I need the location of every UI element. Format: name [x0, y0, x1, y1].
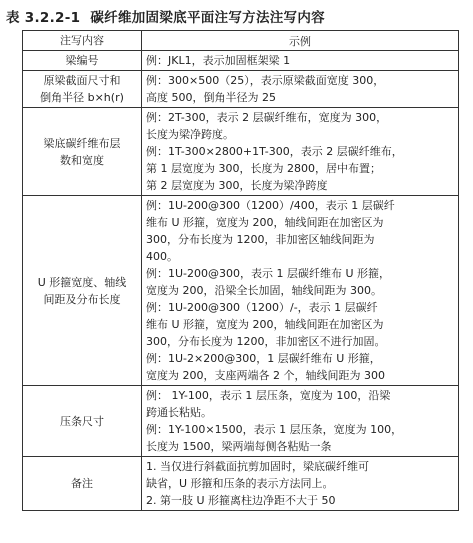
row-label	[23, 108, 142, 196]
row-label	[23, 51, 142, 71]
row-example-line: 2. 第一肢 U 形箍离柱边净距不大于 50	[146, 494, 336, 507]
row-example-line: 维布 U 形箍，宽度为 200，轴线间距在加密区为	[146, 216, 384, 229]
row-example-line: 高度 500，倒角半径为 25	[146, 91, 276, 104]
row-example-line: 例：2T-300，表示 2 层碳纤维布，宽度为 300，	[146, 111, 388, 124]
row-label-line: 备注	[71, 477, 93, 490]
row-label-line: 数和宽度	[60, 153, 104, 167]
row-example-line: 缺省，U 形箍和压条的表示方法同上。	[146, 477, 334, 490]
row-example	[142, 108, 459, 196]
row-label	[23, 457, 142, 511]
row-example-line: 跨通长粘贴。	[146, 406, 212, 419]
row-example	[142, 196, 459, 386]
row-label-line: 间距及分布长度	[43, 292, 121, 306]
row-label	[23, 386, 142, 457]
row-label-line: U 形箍宽度、轴线	[37, 275, 127, 289]
table-row	[23, 196, 459, 386]
row-example-line: 宽度为 200，支座两端各 2 个，轴线间距为 300	[146, 369, 385, 382]
row-example-line: 300，分布长度为 1200，非加密区轴线间距为	[146, 233, 375, 246]
row-example-line: 维布 U 形箍，宽度为 200，轴线间距在加密区为	[146, 318, 384, 331]
row-example-line: 第 2 层宽度为 300，长度为梁净跨度	[146, 179, 328, 192]
caption-number: 表 3.2.2-1	[6, 10, 81, 26]
row-example-line: 例： 1Y-100，表示 1 层压条，宽度为 100，沿梁	[146, 389, 391, 402]
row-example-line: 400。	[146, 250, 178, 263]
table-row	[23, 51, 459, 71]
row-example	[142, 386, 459, 457]
row-example-line: 1. 当仅进行斜截面抗剪加固时，梁底碳纤维可	[146, 460, 369, 473]
row-example-line: 长度为梁净跨度。	[146, 128, 234, 141]
row-label-line: 梁底碳纤维布层	[43, 136, 121, 150]
row-example-line: 例：1U-200@300（1200）/-，表示 1 层碳纤	[146, 301, 378, 314]
row-example-line: 例：1T-300×2800+1T-300，表示 2 层碳纤维布，	[146, 145, 403, 158]
row-example-line: 例：1U-200@300，表示 1 层碳纤维布 U 形箍，	[146, 267, 391, 280]
row-example-line: 第 1 层宽度为 300，长度为 2800，居中布置；	[146, 162, 381, 175]
row-example-line: 例：300×500（25），表示原梁截面宽度 300，	[146, 74, 385, 87]
row-label	[23, 196, 142, 386]
row-example	[142, 51, 459, 71]
row-example	[142, 457, 459, 511]
row-label-line: 倒角半径 b×h(r)	[40, 91, 124, 104]
row-example	[142, 71, 459, 108]
table-caption	[6, 6, 325, 26]
caption-title: 碳纤维加固梁底平面注写方法注写内容	[90, 10, 325, 26]
header-content: 注写内容	[23, 31, 142, 51]
row-example-line: 例：JKL1，表示加固框架梁 1	[146, 54, 291, 67]
row-label-line: 压条尺寸	[60, 414, 104, 428]
row-label-line: 原梁截面尺寸和	[43, 74, 121, 87]
row-example-line: 300，分布长度为 1200，非加密区不进行加固。	[146, 335, 386, 348]
row-label	[23, 71, 142, 108]
header-row	[23, 31, 459, 51]
table-row	[23, 108, 459, 196]
header-example: 示例	[142, 31, 459, 51]
row-example-line: 长度为 1500，梁两端每侧各粘贴一条	[146, 440, 332, 453]
table-row	[23, 386, 459, 457]
row-example-line: 例：1Y-100×1500，表示 1 层压条，宽度为 100，	[146, 423, 403, 436]
table-row	[23, 457, 459, 511]
row-label-line: 梁编号	[65, 54, 99, 67]
row-example-line: 宽度为 200，沿梁全长加固，轴线间距为 300。	[146, 284, 382, 297]
table-row	[23, 71, 459, 108]
row-example-line: 例：1U-200@300（1200）/400，表示 1 层碳纤	[146, 199, 395, 212]
row-example-line: 例：1U-2×200@300，1 层碳纤维布 U 形箍，	[146, 352, 381, 365]
annotation-table	[22, 30, 459, 511]
